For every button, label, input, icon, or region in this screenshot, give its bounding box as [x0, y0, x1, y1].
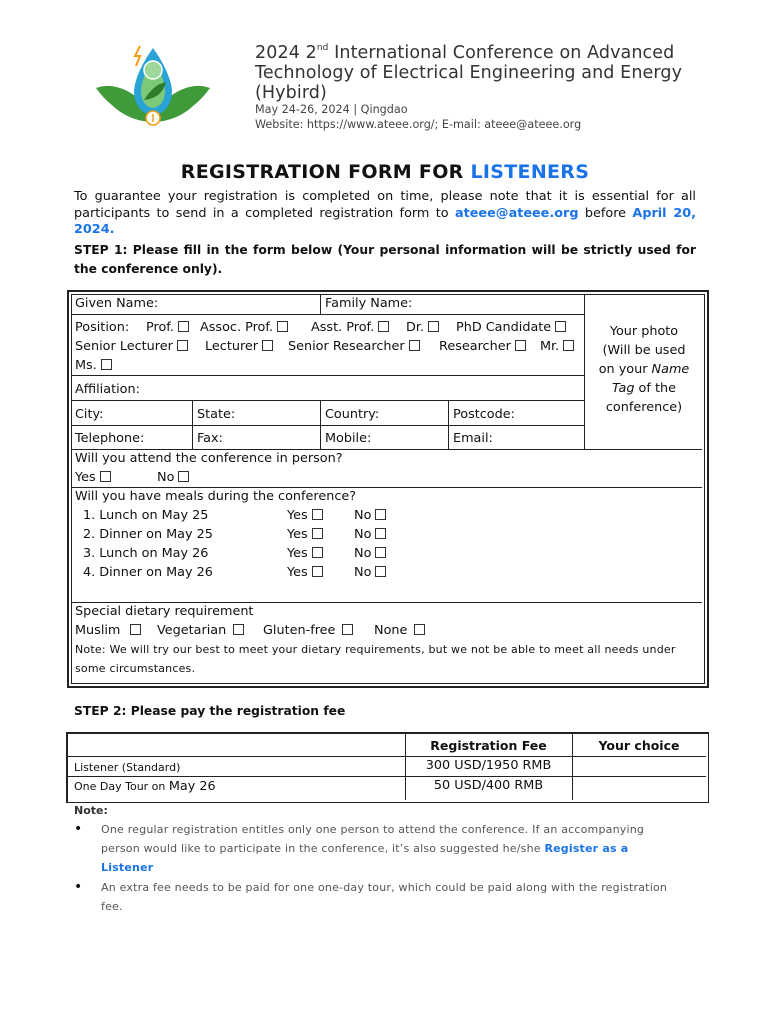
intro-paragraph: To guarantee your registration is completed on time, please note that it is essential for all participants to send in a completed registration form to ateee@ateee.org before April 20, 2024.: [74, 189, 696, 237]
photo-placeholder[interactable]: Your photo (Will be used on your Name Tag of the conference): [598, 324, 690, 415]
mobile-field[interactable]: Mobile:: [325, 431, 372, 446]
meal-item: 3. Lunch on May 26: [83, 546, 209, 561]
fee-header: Registration Fee: [430, 738, 547, 753]
meal-item: 4. Dinner on May 26: [83, 565, 213, 580]
attend-question: Will you attend the conference in person?: [75, 451, 343, 466]
attend-yes[interactable]: Yes: [75, 468, 111, 487]
conference-meta: [255, 103, 581, 132]
position-group: Position: Prof. Assoc. Prof. Asst. Prof. Dr. PhD Candidate Senior Lecturer Lecturer Senior Researcher Researcher Mr. Ms.: [75, 318, 580, 375]
checkbox-ms[interactable]: [101, 359, 112, 370]
register-listener-link[interactable]: Register as a Listener: [101, 842, 629, 874]
fax-field[interactable]: Fax:: [197, 431, 223, 446]
state-field[interactable]: State:: [197, 407, 236, 422]
meal4-yes[interactable]: Yes: [287, 563, 323, 582]
postcode-field[interactable]: Postcode:: [453, 407, 515, 422]
given-name-field[interactable]: Given Name:: [75, 296, 159, 311]
telephone-field[interactable]: Telephone:: [75, 431, 145, 446]
diet-gluten-free[interactable]: Gluten-free: [263, 621, 353, 640]
step2-heading: STEP 2: Please pay the registration fee: [74, 704, 346, 718]
choice-cell-tour[interactable]: [580, 780, 698, 794]
checkbox-assoc-prof[interactable]: [277, 321, 288, 332]
checkbox-asst-prof[interactable]: [378, 321, 389, 332]
conference-date: May 24-26, 2024 | Qingdao: [255, 103, 408, 116]
meals-question: Will you have meals during the conference?: [75, 489, 357, 504]
diet-vegetarian[interactable]: Vegetarian: [157, 621, 244, 640]
meal-item: 2. Dinner on May 25: [83, 527, 213, 542]
meal2-no[interactable]: No: [354, 525, 386, 544]
meal1-no[interactable]: No: [354, 506, 386, 525]
meal2-yes[interactable]: Yes: [287, 525, 323, 544]
meal3-no[interactable]: No: [354, 544, 386, 563]
meal4-no[interactable]: No: [354, 563, 386, 582]
notes-title: Note:: [74, 804, 108, 817]
contact-email-link[interactable]: ateee@ateee.org: [454, 205, 579, 221]
conference-contact: Website: https://www.ateee.org/; E-mail: ateee@ateee.org: [255, 117, 582, 131]
checkbox-lecturer[interactable]: [262, 340, 273, 351]
form-title: REGISTRATION FORM FOR LISTENERS: [180, 161, 590, 183]
checkbox-senior-lecturer[interactable]: [177, 340, 188, 351]
meal1-yes[interactable]: Yes: [287, 506, 323, 525]
fee-amount-listener: 300 USD/1950 RMB: [425, 758, 552, 773]
checkbox-dr[interactable]: [428, 321, 439, 332]
checkbox-senior-researcher[interactable]: [409, 340, 420, 351]
fee-item-tour: One Day Tour on May 26: [74, 779, 216, 794]
diet-note: Note: We will try our best to meet your dietary requirements, but we not be able to meet all needs under some circumstances.: [75, 643, 676, 675]
checkbox-researcher[interactable]: [515, 340, 526, 351]
fee-amount-tour: 50 USD/400 RMB: [433, 778, 544, 793]
conference-title: 2024 2nd International Conference on Advanced Technology of Electrical Engineering and Energy (Hybird): [255, 43, 683, 103]
checkbox-prof[interactable]: [178, 321, 189, 332]
country-field[interactable]: Country:: [325, 407, 380, 422]
checkbox-phd[interactable]: [555, 321, 566, 332]
email-field[interactable]: Email:: [453, 431, 493, 446]
checkbox-mr[interactable]: [563, 340, 574, 351]
diet-none[interactable]: None: [374, 621, 425, 640]
city-field[interactable]: City:: [75, 407, 104, 422]
choice-header: Your choice: [598, 738, 680, 753]
diet-title: Special dietary requirement: [75, 604, 254, 619]
family-name-field[interactable]: Family Name:: [325, 296, 413, 311]
choice-cell-listener[interactable]: [580, 760, 698, 774]
affiliation-field[interactable]: Affiliation:: [75, 382, 140, 397]
meal3-yes[interactable]: Yes: [287, 544, 323, 563]
attend-no[interactable]: No: [157, 468, 189, 487]
step1-heading: STEP 1: Please fill in the form below (Your personal information will be strictly used for the conference only).: [74, 243, 696, 276]
conference-logo: [88, 40, 218, 130]
meal-item: 1. Lunch on May 25: [83, 508, 209, 523]
diet-muslim[interactable]: Muslim: [75, 621, 141, 640]
fee-item-listener: Listener (Standard): [74, 761, 181, 774]
